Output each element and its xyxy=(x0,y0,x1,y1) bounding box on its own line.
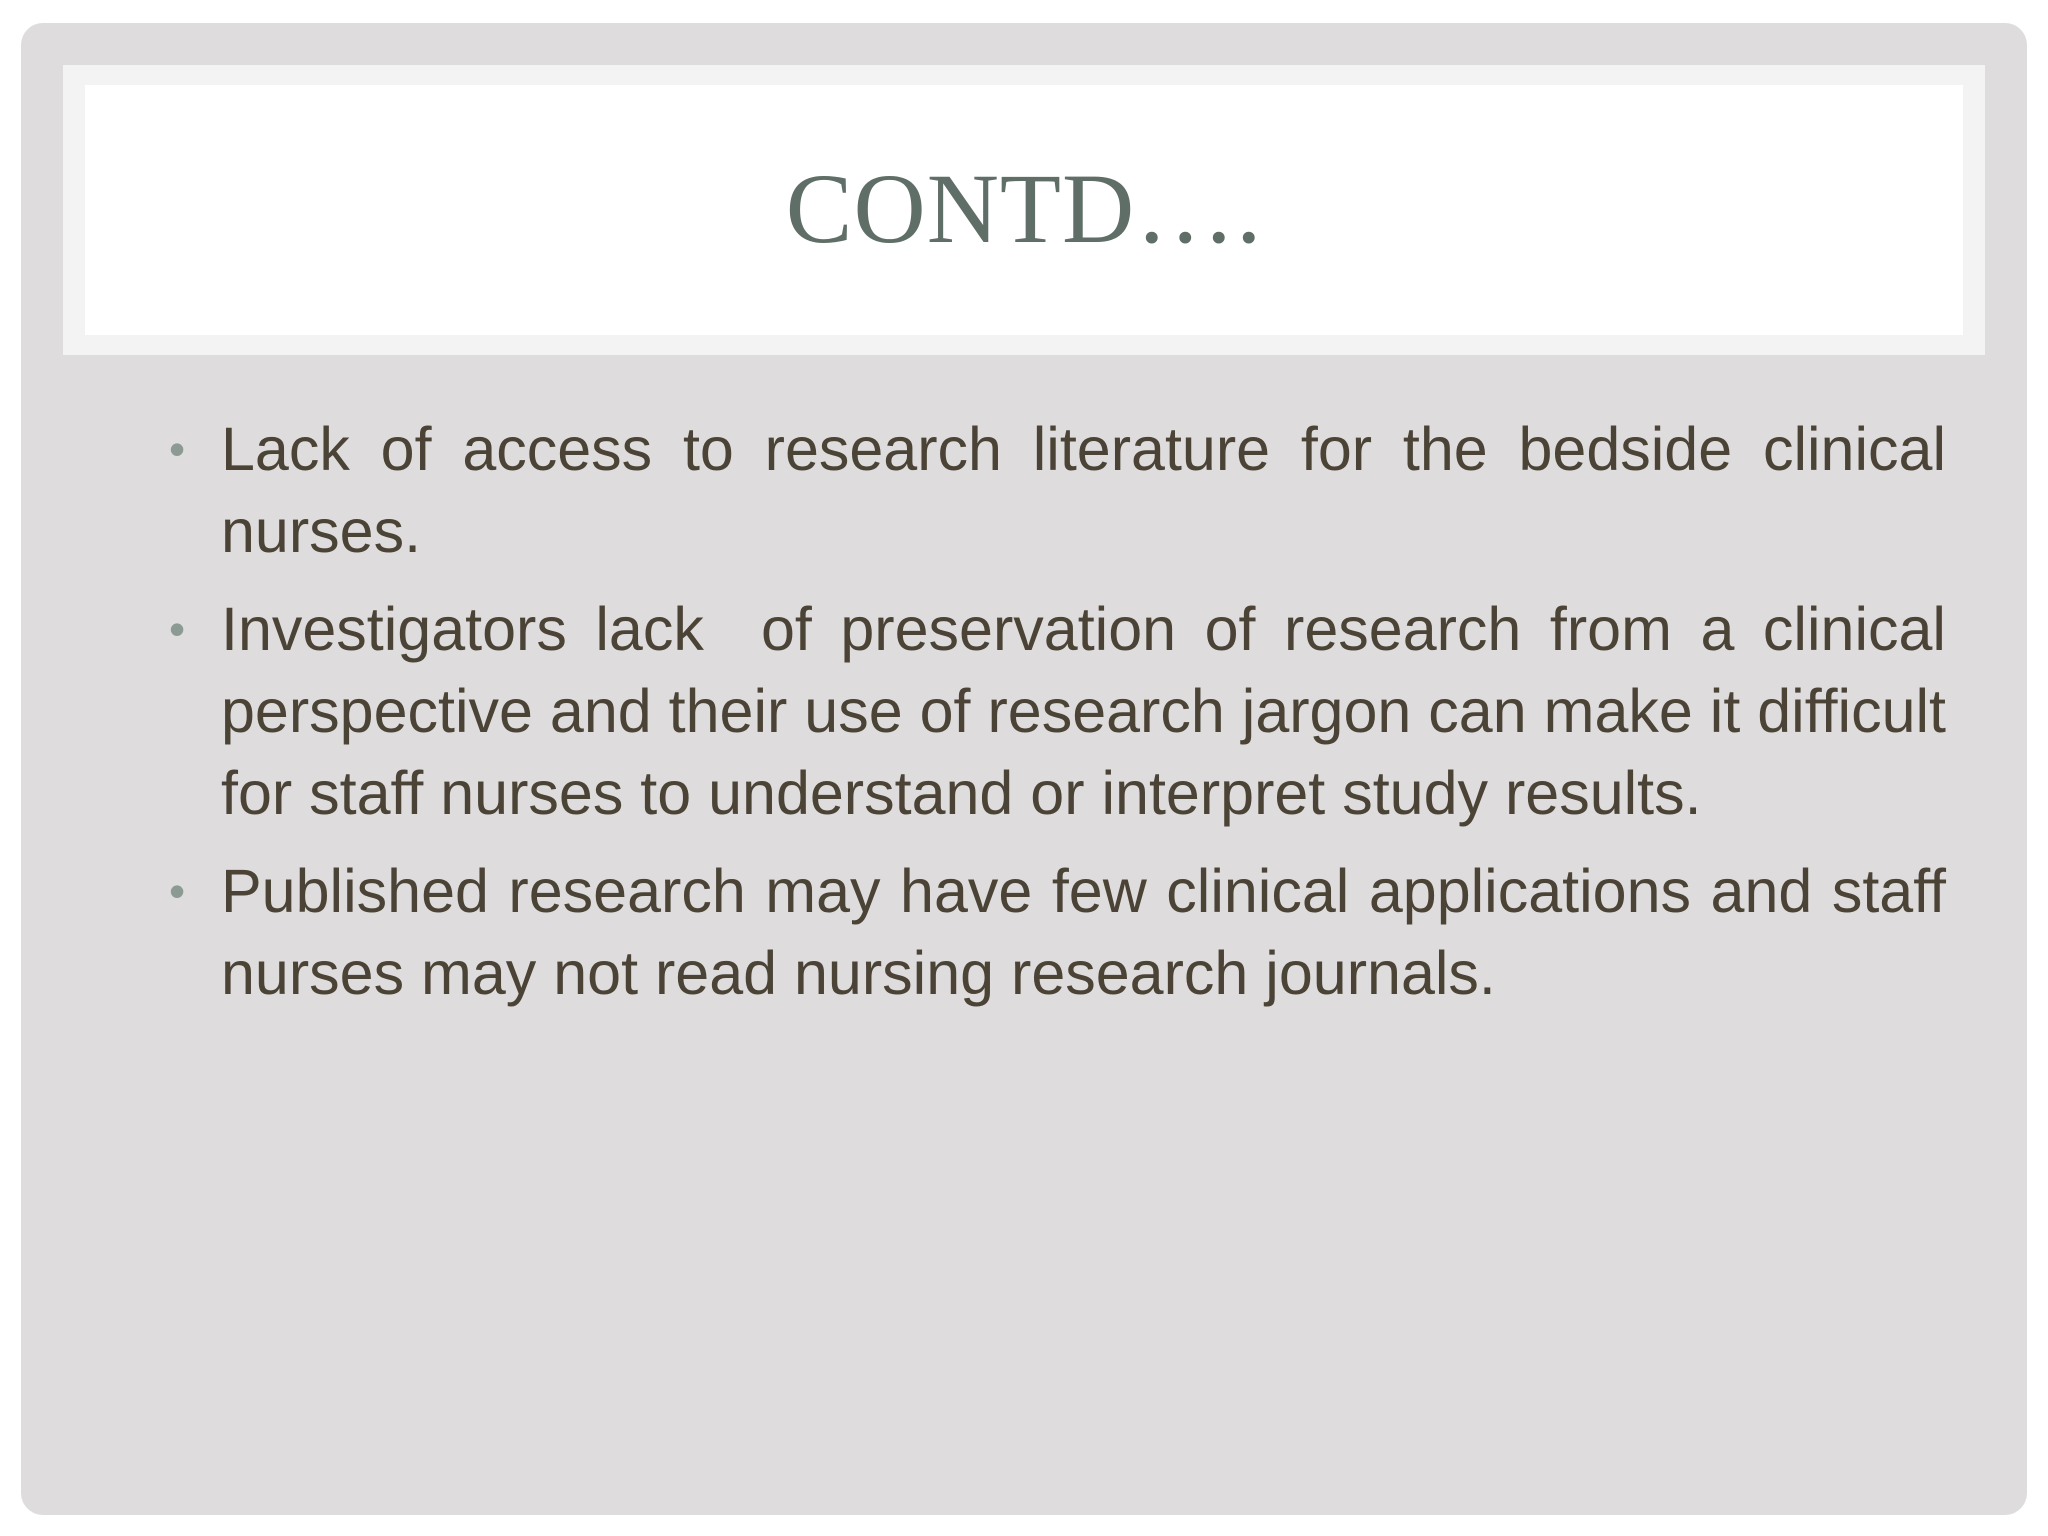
title-box xyxy=(85,85,1963,335)
slide-title: CONTD…. xyxy=(785,152,1263,264)
bullet-icon: • xyxy=(169,603,186,655)
bullet-list xyxy=(151,408,1963,1030)
slide xyxy=(21,23,2027,1515)
list-item xyxy=(151,408,1946,572)
bullet-text: Published research may have few clinical applications and staff nurses may not read nursing research journals. xyxy=(221,857,1946,1007)
bullet-text: Investigators lack of preservation of research from a clinical perspective and their use of research jargon can make it difficult for staff nurses to understand or interpret study results. xyxy=(221,595,1963,827)
bullet-text: Lack of access to research literature for the bedside clinical nurses. xyxy=(221,415,1946,565)
list-item xyxy=(151,588,1963,834)
bullet-icon: • xyxy=(169,423,186,475)
bullet-icon: • xyxy=(169,865,186,917)
list-item xyxy=(151,850,1946,1014)
